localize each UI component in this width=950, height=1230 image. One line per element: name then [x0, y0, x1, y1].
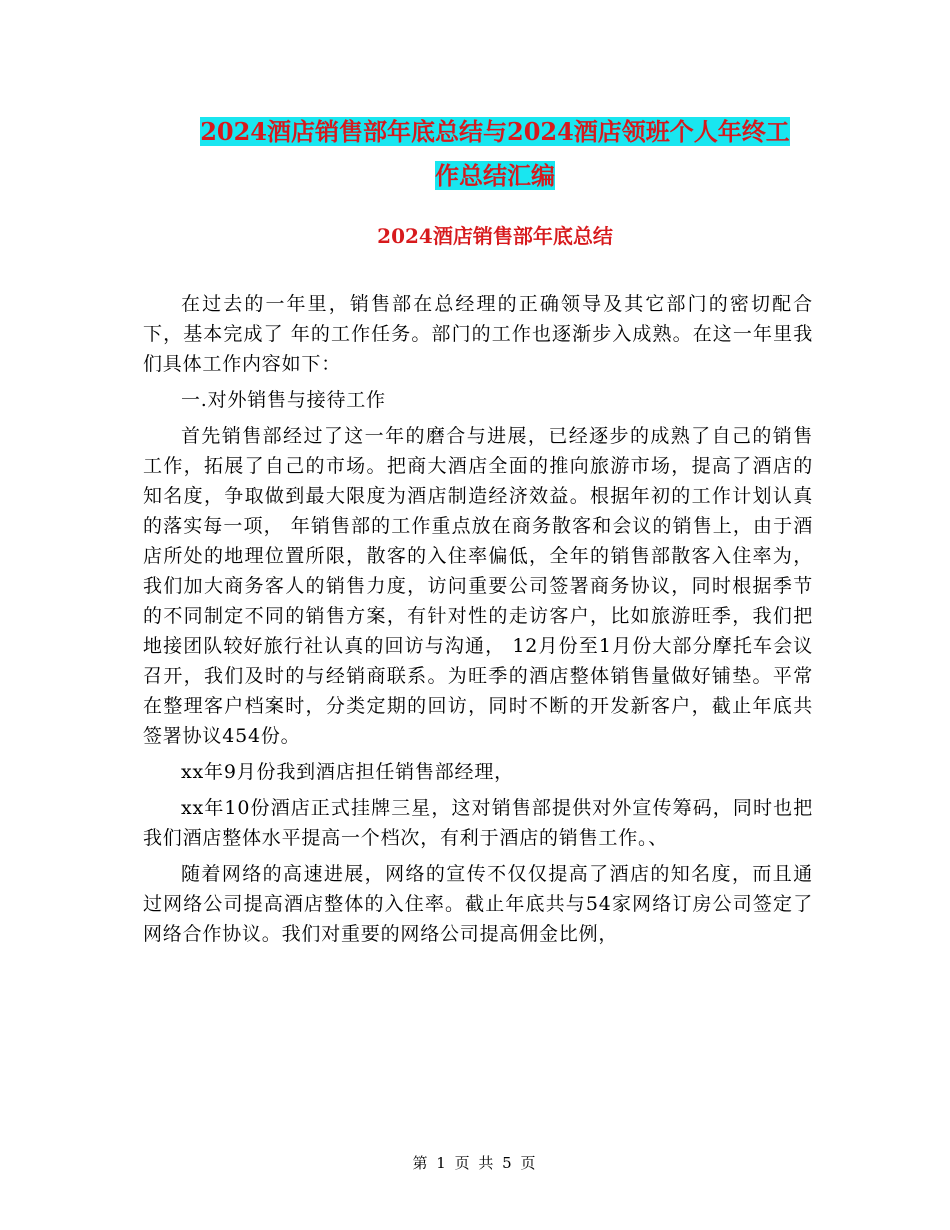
page-footer: 第 1 页 共 5 页 [412, 1154, 538, 1172]
paragraph-sales-work: 首先销售部经过了这一年的磨合与进展，已经逐步的成熟了自己的销售工作，拓展了自己的市场。把商大酒店全面的推向旅游市场，提高了酒店的知名度，争取做到最大限度为酒店制造经济效益。根据年初的工作计划认真的落实每一项， 年销售部的工作重点放在商务散客和会议的销售上，由于酒店所处的地理位置所限，散客的入住率偏低，全年的销售部散客入住率为，我们加大商务客人的销售力度，访问重要公司签署商务协议，同时根据季节的不同制定不同的销售方案，有针对性的走访客户，比如旅游旺季，我们把地接团队较好旅行社认真的回访与沟通， 12月份至1月份大部分摩托车会议召开，我们及时的与经销商联系。为旺季的酒店整体销售量做好铺垫。平常在整理客户档案时，分类定期的回访，同时不断的开发新客户，截止年底共签署协议454份。 [143, 425, 813, 747]
paragraph-intro: 在过去的一年里，销售部在总经理的正确领导及其它部门的密切配合下，基本完成了 年的工作任务。部门的工作也逐渐步入成熟。在这一年里我们具体工作内容如下： [143, 293, 813, 375]
document-title-line-1: 2024酒店销售部年底总结与2024酒店领班个人年终工 [200, 117, 790, 146]
paragraph-three-star: xx年10份酒店正式挂牌三星，这对销售部提供对外宣传筹码，同时也把我们酒店整体水平提高一个档次，有利于酒店的销售工作。、 [143, 797, 813, 849]
document-title [140, 110, 850, 198]
body-text [143, 289, 813, 955]
paragraph-manager-appointment: xx年9月份我到酒店担任销售部经理， [181, 761, 514, 783]
section-title: 2024酒店销售部年底总结 [377, 224, 613, 248]
paragraph-heading-sales: 一.对外销售与接待工作 [181, 389, 386, 411]
document-title-line-2: 作总结汇编 [435, 161, 555, 190]
paragraph-network: 随着网络的高速进展，网络的宣传不仅仅提高了酒店的知名度，而且通过网络公司提高酒店整体的入住率。截止年底共与54家网络订房公司签定了网络合作协议。我们对重要的网络公司提高佣金比例， [143, 863, 813, 945]
